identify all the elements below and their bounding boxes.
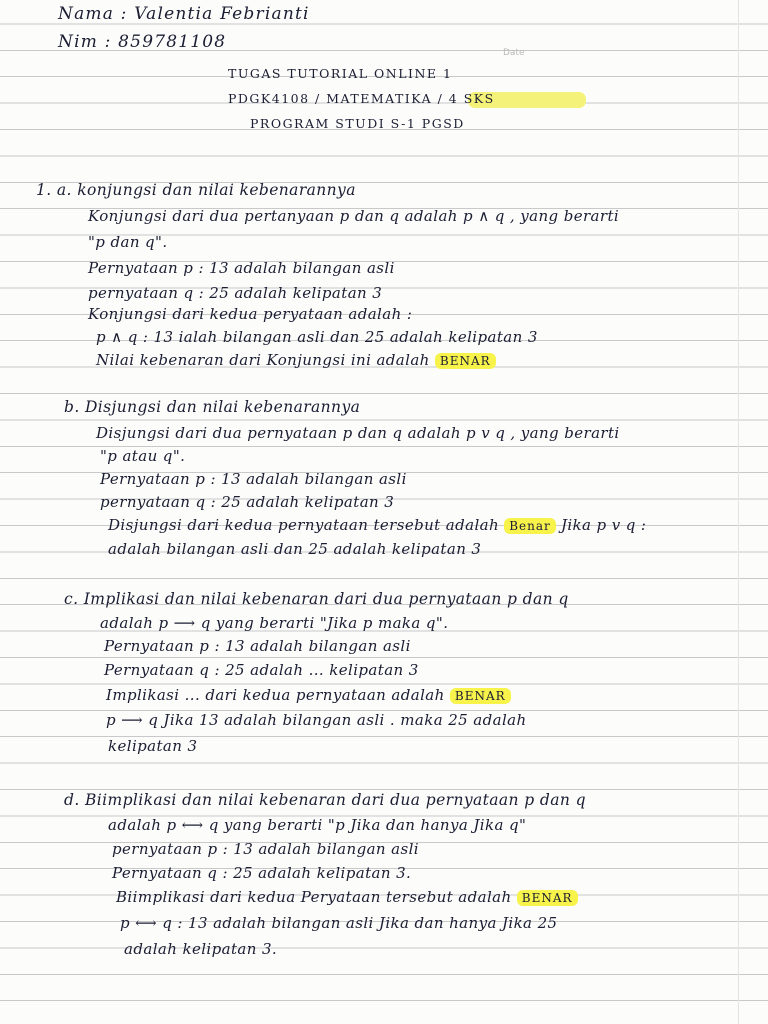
section-b-line: "p atau q". [100, 447, 186, 465]
section-a-conclusion-text: Nilai kebenaran dari Konjungsi ini adalah [96, 351, 430, 369]
answer-highlight: BENAR [450, 688, 511, 704]
student-nim: Nim : 859781108 [58, 32, 227, 52]
section-b-heading: b. Disjungsi dan nilai kebenarannya [64, 398, 361, 416]
section-a-heading: 1. a. konjungsi dan nilai kebenarannya [36, 181, 356, 199]
section-d-line: pernyataan p : 13 adalah bilangan asli [112, 840, 419, 858]
section-c-conclusion-text: Implikasi ... dari kedua pernyataan adalah [106, 686, 445, 704]
section-d-heading: d. Biimplikasi dan nilai kebenaran dari dua pernyataan p dan q [64, 791, 586, 809]
section-d-line: Pernyataan q : 25 adalah kelipatan 3. [112, 864, 412, 882]
section-a-line: pernyataan q : 25 adalah kelipatan 3 [88, 284, 383, 302]
answer-highlight: Benar [504, 518, 556, 534]
section-c-line: p ⟶ q Jika 13 adalah bilangan asli . maka 25 adalah [106, 711, 527, 729]
section-a-line: Konjungsi dari dua pertanyaan p dan q adalah p ∧ q , yang berarti [88, 207, 620, 225]
answer-highlight: BENAR [517, 890, 578, 906]
section-b-conclusion-text: Disjungsi dari kedua pernyataan tersebut adalah [108, 516, 500, 534]
section-a-conclusion [96, 351, 496, 369]
section-c-line: Pernyataan p : 13 adalah bilangan asli [104, 637, 411, 655]
section-b-line: Pernyataan p : 13 adalah bilangan asli [100, 470, 407, 488]
section-d-line: adalah kelipatan 3. [124, 940, 278, 958]
section-c-heading: c. Implikasi dan nilai kebenaran dari dua pernyataan p dan q [64, 590, 569, 608]
section-d-line: adalah p ⟷ q yang berarti "p Jika dan hanya Jika q" [108, 816, 527, 834]
answer-highlight: BENAR [435, 353, 496, 369]
section-a-line: "p dan q". [88, 233, 168, 251]
section-a-line: Konjungsi dari kedua peryataan adalah : [88, 305, 413, 323]
margin-line [738, 0, 739, 1024]
section-b-line: Disjungsi dari dua pernyataan p dan q adalah p v q , yang berarti [96, 424, 620, 442]
section-c-line: kelipatan 3 [108, 737, 198, 755]
student-name: Nama : Valentia Febrianti [58, 4, 310, 24]
section-c-line: adalah p ⟶ q yang berarti "Jika p maka q". [100, 614, 449, 632]
section-a-line: p ∧ q : 13 ialah bilangan asli dan 25 adalah kelipatan 3 [96, 328, 538, 346]
section-a-line: Pernyataan p : 13 adalah bilangan asli [88, 259, 395, 277]
section-b-conclusion [108, 516, 646, 534]
assignment-title: TUGAS TUTORIAL ONLINE 1 [228, 66, 453, 81]
section-d-conclusion-text: Biimplikasi dari kedua Peryataan tersebut adalah [116, 888, 512, 906]
section-d-conclusion [116, 888, 578, 906]
program-name: PROGRAM STUDI S-1 PGSD [250, 116, 465, 131]
section-b-conclusion-tail: Jika p v q : [560, 516, 647, 534]
date-label: Date [503, 48, 525, 58]
section-b-line: pernyataan q : 25 adalah kelipatan 3 [100, 493, 395, 511]
section-d-line: p ⟷ q : 13 adalah bilangan asli Jika dan hanya Jika 25 [120, 914, 558, 932]
section-b-line: adalah bilangan asli dan 25 adalah kelipatan 3 [108, 540, 482, 558]
course-code: PDGK4108 / MATEMATIKA / 4 SKS [228, 91, 495, 106]
section-c-conclusion [106, 686, 511, 704]
section-c-line: Pernyataan q : 25 adalah ... kelipatan 3 [104, 661, 419, 679]
